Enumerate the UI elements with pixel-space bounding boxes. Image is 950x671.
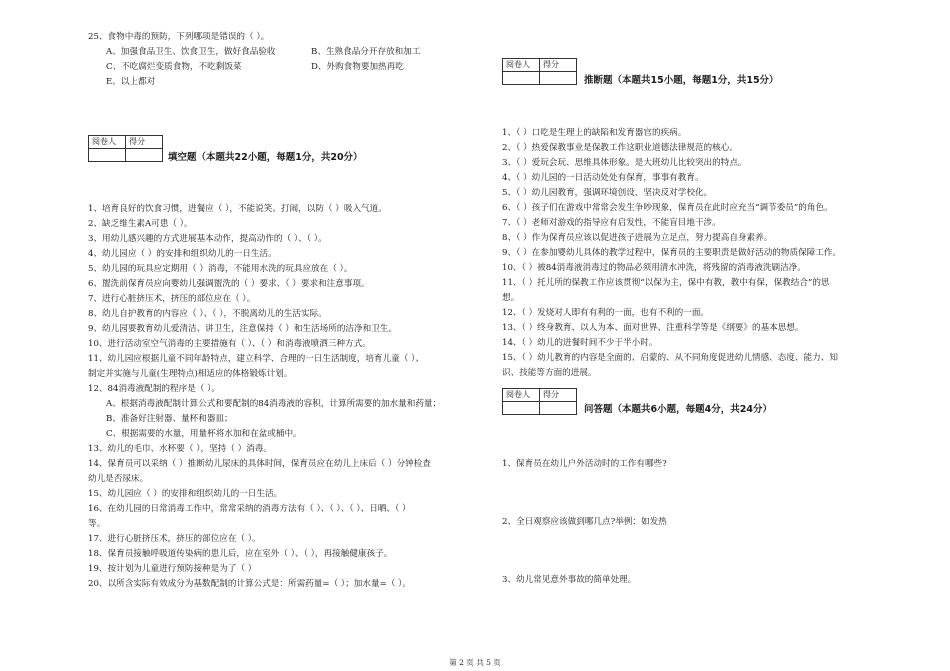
score-cell [126,149,163,162]
fill-item: 16、在幼儿园的日常消毒工作中，常常采纳的消毒方法有（ ）、（ ）、（ ）、日晒、（ ） [88,504,411,514]
fill-item: 11、幼儿园应根据儿童不同年龄特点，建立科学、合理的一日生活制度，培育儿童（ ）、 [88,354,424,364]
judge-item: 11、（ ）托儿所的保教工作应该贯彻“以保为主，保中有教，教中有保，保教结合”的思 [502,278,830,288]
score-label: 得分 [126,136,163,149]
reviewer-cell [503,402,540,415]
fill-item: 6、盥洗前保育员应向婴幼儿强调盥洗的（ ）要求、（ ）要求和注意事项。 [88,279,370,289]
q25-stem: 25、食物中毒的预防，下列哪项是错误的（ ）。 [88,32,270,42]
fill-item: 17、进行心脏挤压术，挤压的部位应在（ ）。 [88,534,261,544]
reviewer-label: 阅卷人 [503,389,540,402]
judge-item: 3、（ ）爱玩会玩、思维具体形象。是大班幼儿比较突出的特点。 [502,158,747,168]
judge-item: 12、（ ）发烧对人即有有利的一面，也有不利的一面。 [502,308,710,318]
fill-item: C、根据需要的水量，用量杯将水加和在盆或桶中。 [106,429,302,439]
fill-item: 4、幼儿园应（ ）的安排和组织幼儿的一日生活。 [88,249,277,259]
judge-item: 想。 [502,293,520,303]
fill-item: 2、缺乏维生素A可患（ ）。 [88,219,193,229]
qa-question-1: 1、保育员在幼儿户外活动时的工作有哪些? [502,459,667,469]
fill-scorebox [88,135,163,162]
q25-option-d: D、外购食物要加热再吃 [311,62,404,72]
fill-item: 8、幼儿自护教育的内容应（ ）、（ ），不脱离幼儿的生活实际。 [88,309,327,319]
score-label: 得分 [540,389,577,402]
fill-item: B、准备好注射器、量杯和器皿； [106,414,233,424]
judge-item: 5、（ ）幼儿园教育，强调环境创设，坚决反对学校化。 [502,188,713,198]
fill-section-title: 填空题（本题共22小题，每题1分，共20分） [168,152,363,163]
fill-item: 10、进行活动室空气消毒的主要措施有（ ）、（ ）和消毒液喷洒三种方式。 [88,339,371,349]
page-footer: 第 2 页 共 5 页 [449,658,501,667]
fill-item: 1、培育良好的饮食习惯，进餐应（ ），不能说笑、打闹，以防（ ）吸入气道。 [88,204,387,214]
q25-option-c: C、不吃腐烂变质食物，不吃剩饭菜 [106,62,242,72]
judge-item: 7、（ ）老师对游戏的指导应有启发性，不能盲目地干涉。 [502,218,721,228]
judge-item: 10、（ ）被84消毒液消毒过的物品必须用清水冲洗，将残留的消毒液洗刷洁净。 [502,263,806,273]
judge-item: 15、（ ）幼儿教育的内容是全面的、启蒙的、从不同角度促进幼儿情感、态度、能力、知 [502,353,838,363]
judge-item: 2、（ ）热爱保教事业是保教工作这职业道德法律规范的核心。 [502,143,738,153]
fill-item: 12、84消毒液配制的程序是（ ）。 [88,384,221,394]
reviewer-label: 阅卷人 [503,59,540,72]
judge-item: 13、（ ）终身教育、以人为本、面对世界、注重科学等是《纲要》的基本思想。 [502,323,804,333]
fill-item: 5、幼儿园的玩具应定期用（ ）消毒，不能用水洗的玩具应放在（ ）。 [88,264,353,274]
qa-question-2: 2、全日观察应该做到哪几点?举例：如发热 [502,517,667,527]
judge-item: 4、（ ）幼儿园的一日活动处处有保育，事事有教育。 [502,173,704,183]
fill-item: 15、幼儿园应（ ）的安排和组织幼儿的一日生活。 [88,489,283,499]
judge-item: 14、（ ）幼儿的进餐时间不少于半小时。 [502,338,658,348]
score-label: 得分 [540,59,577,72]
fill-item: 等。 [88,519,106,529]
judge-item: 9、（ ）在参加婴幼儿具体的教学过程中，保育员的主要职责是做好活动的物质保障工作。 [502,248,842,258]
judge-item: 1、（ ）口吃是生理上的缺陷和发育器官的疾病。 [502,128,687,138]
fill-item: 制定并实施与儿童(生理特点)相适应的体格锻炼计划。 [88,369,293,379]
fill-item: 3、用幼儿感兴趣的方式进展基本动作，提高动作的（ ）、（ ）。 [88,234,327,244]
qa-section-title: 问答题（本题共6小题，每题4分，共24分） [584,404,772,415]
reviewer-label: 阅卷人 [89,136,126,149]
fill-item: 9、幼儿园要教育幼儿爱清洁、讲卫生，注意保持（ ）和生活场所的洁净和卫生。 [88,324,397,334]
score-cell [540,72,577,85]
fill-item: 14、保育员可以采纳（ ）推断幼儿尿床的具体时间，保育员应在幼儿上床后（ ）分钟检查 [88,459,431,469]
judge-section-title: 推断题（本题共15小题，每题1分，共15分） [584,75,779,86]
reviewer-cell [503,72,540,85]
qa-question-3: 3、幼儿常见意外事故的简单处理。 [502,575,637,585]
judge-item: 8、（ ）作为保育员应该以促进孩子进展为立足点，努力提高自身素养。 [502,233,773,243]
qa-scorebox [502,388,577,415]
fill-item: 13、幼儿的毛巾、水杯要（ ），坚持（ ）消毒。 [88,444,272,454]
score-cell [540,402,577,415]
judge-scorebox [502,58,577,85]
reviewer-cell [89,149,126,162]
fill-item: 19、按计划为儿童进行预防接种是为了（ ） [88,564,257,574]
judge-item: 6、（ ）孩子们在游戏中常常会发生争吵现象，保育员在此时应充当“调节委员”的角色。 [502,203,833,213]
fill-item: 18、保育员接触呼吸道传染病的患儿后，应在室外（ ）、（ ），再接触健康孩子。 [88,549,393,559]
judge-item: 识、技能等方面的进展。 [502,368,597,378]
fill-item: 20、以所含实际有效成分为基数配制的计算公式是：所需药量=（ ）；加水量=（ ）。 [88,579,411,589]
fill-item: A、根据消毒液配制计算公式和要配制的84消毒液的容积，计算所需要的加水量和药量； [106,399,442,409]
q25-option-b: B、生熟食品分开存放和加工 [311,47,421,57]
fill-item: 7、进行心脏挤压术，挤压的部位应在（ ）。 [88,294,256,304]
q25-option-a: A、加强食品卫生、饮食卫生，做好食品验收 [106,47,276,57]
fill-item: 幼儿是否尿床。 [88,474,149,484]
q25-option-e: E、以上都对 [106,77,156,87]
